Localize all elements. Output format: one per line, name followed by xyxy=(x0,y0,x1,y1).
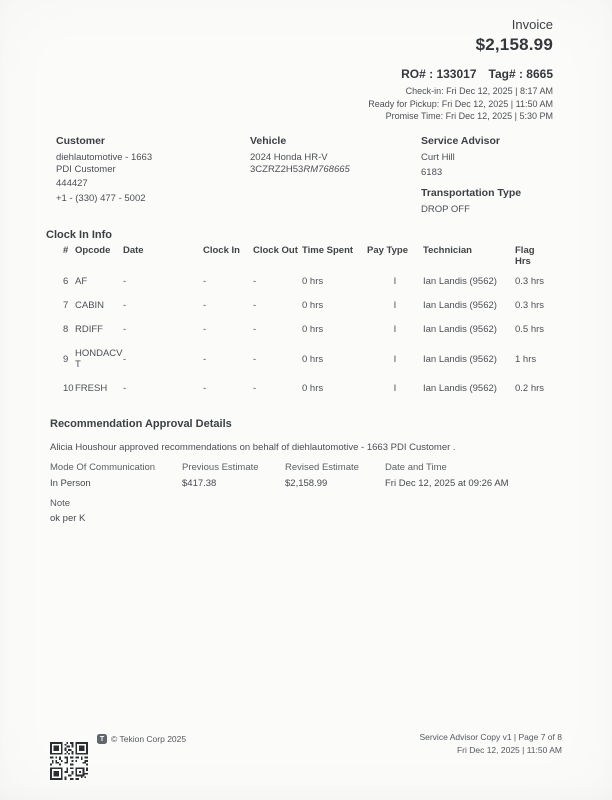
customer-section xyxy=(56,135,152,204)
cell-flag-hrs: 0.3 hrs xyxy=(515,300,545,311)
cell-technician: Ian Landis (9562) xyxy=(423,276,497,287)
customer-title: Customer xyxy=(56,135,106,147)
cell-time-spent: 0 hrs xyxy=(302,324,324,335)
approval-title: Recommendation Approval Details xyxy=(50,418,232,430)
cell-clock-out: - xyxy=(253,383,257,394)
clock-in-info-title: Clock In Info xyxy=(46,229,112,241)
col-header-technician: Technician xyxy=(423,245,472,256)
cell-pay-type: I xyxy=(393,324,397,335)
approval-field-mode xyxy=(50,462,182,489)
cell-opcode: HONDACVT xyxy=(75,348,123,370)
cell-date: - xyxy=(123,300,127,311)
approval-section xyxy=(50,418,562,524)
cell-clock-in: - xyxy=(203,276,207,287)
col-header-flag-hrs: Flag Hrs xyxy=(515,245,535,267)
approval-summary: Alicia Houshour approved recommendations on behalf of diehlautomotive - 1663 PDI Customer . xyxy=(50,442,456,453)
cell-num: 6 xyxy=(63,276,69,287)
ro-number: RO# : 133017 xyxy=(401,67,477,81)
approval-field-previous-estimate xyxy=(182,462,285,489)
col-header-date: Date xyxy=(123,245,144,256)
vehicle-vin xyxy=(250,164,350,176)
cell-pay-type: I xyxy=(393,276,397,287)
transportation-title: Transportation Type xyxy=(421,187,522,199)
cell-clock-in: - xyxy=(203,353,207,365)
col-header-pay-type: Pay Type xyxy=(367,245,409,256)
cell-clock-out: - xyxy=(253,353,257,365)
customer-name-line1: diehlautomotive - 1663 xyxy=(56,152,153,163)
field-value: Fri Dec 12, 2025 at 09:26 AM xyxy=(385,478,509,489)
vehicle-title: Vehicle xyxy=(250,135,287,147)
cell-time-spent: 0 hrs xyxy=(302,300,324,311)
cell-opcode: RDIFF xyxy=(75,324,103,335)
cell-clock-out: - xyxy=(253,276,257,287)
table-row xyxy=(63,276,552,300)
cell-flag-hrs: 0.3 hrs xyxy=(515,276,545,287)
cell-opcode: AF xyxy=(75,276,88,287)
approval-fields xyxy=(50,462,562,489)
col-header-clock-in: Clock In xyxy=(203,245,240,256)
promise-time: Promise Time: Fri Dec 12, 2025 | 5:30 PM xyxy=(385,111,553,121)
table-row xyxy=(63,300,552,324)
cell-technician: Ian Landis (9562) xyxy=(423,324,497,335)
table-header-row xyxy=(63,245,552,276)
col-header-clock-out: Clock Out xyxy=(253,245,298,256)
footer-right xyxy=(419,731,562,756)
cell-pay-type: I xyxy=(393,383,397,394)
ready-for-pickup-time: Ready for Pickup: Fri Dec 12, 2025 | 11:50 AM xyxy=(368,98,553,109)
customer-id: 444427 xyxy=(56,178,88,189)
cell-num: 10 xyxy=(63,383,74,394)
service-advisor-section xyxy=(421,135,521,216)
cell-flag-hrs: 0.2 hrs xyxy=(515,383,545,394)
cell-date: - xyxy=(123,353,127,365)
col-header-num: # xyxy=(63,245,69,256)
cell-num: 9 xyxy=(63,353,69,365)
cell-date: - xyxy=(123,276,127,287)
cell-date: - xyxy=(123,324,127,335)
tag-number: Tag# : 8665 xyxy=(488,67,553,81)
ro-tag-line xyxy=(368,67,553,81)
cell-opcode: FRESH xyxy=(75,383,108,394)
vehicle-section xyxy=(250,135,350,175)
table-row xyxy=(63,324,552,348)
customer-phone: +1 - (330) 477 - 5002 xyxy=(56,192,146,204)
service-advisor-id: 6183 xyxy=(421,166,443,178)
field-label: Date and Time xyxy=(385,462,447,473)
cell-technician: Ian Landis (9562) xyxy=(423,300,497,311)
table-row xyxy=(63,348,552,383)
tekion-logo-icon: T xyxy=(97,734,107,744)
service-advisor-name: Curt Hill xyxy=(421,152,455,163)
field-label: Mode Of Communication xyxy=(50,462,156,473)
cell-clock-out: - xyxy=(253,324,257,335)
transportation-section xyxy=(421,187,521,216)
cell-clock-in: - xyxy=(203,383,207,394)
cell-num: 7 xyxy=(63,300,69,311)
cell-num: 8 xyxy=(63,324,69,335)
header-dates xyxy=(368,85,553,123)
cell-opcode: CABIN xyxy=(75,300,105,311)
table-row xyxy=(63,383,552,407)
doc-type-label: Invoice xyxy=(511,17,553,32)
transportation-value: DROP OFF xyxy=(421,204,470,215)
note-label: Note xyxy=(50,498,71,509)
cell-pay-type: I xyxy=(393,300,397,311)
cell-technician: Ian Landis (9562) xyxy=(423,353,497,365)
cell-clock-out: - xyxy=(253,300,257,311)
cell-technician: Ian Landis (9562) xyxy=(423,383,497,394)
copyright-text: © Tekion Corp 2025 xyxy=(111,734,187,744)
cell-pay-type: I xyxy=(393,353,397,365)
check-in-time: Check-in: Fri Dec 12, 2025 | 8:17 AM xyxy=(405,86,553,96)
field-label: Revised Estimate xyxy=(285,462,359,473)
cell-time-spent: 0 hrs xyxy=(302,353,324,365)
field-value: $417.38 xyxy=(182,478,217,489)
approval-field-datetime xyxy=(385,462,562,489)
invoice-header xyxy=(368,17,553,123)
printed-at: Fri Dec 12, 2025 | 11:50 AM xyxy=(456,744,562,755)
field-label: Previous Estimate xyxy=(182,462,259,473)
copyright-row xyxy=(97,734,186,744)
col-header-time-spent: Time Spent xyxy=(302,245,354,256)
approval-field-revised-estimate xyxy=(285,462,385,489)
note-text: ok per K xyxy=(50,513,86,524)
col-header-opcode: Opcode xyxy=(75,245,111,256)
cell-time-spent: 0 hrs xyxy=(302,276,324,287)
vin-prefix: 3CZRZ2H53 xyxy=(250,163,304,175)
cell-clock-in: - xyxy=(203,300,207,311)
field-value: $2,158.99 xyxy=(285,478,328,489)
service-advisor-title: Service Advisor xyxy=(421,135,500,147)
invoice-total: $2,158.99 xyxy=(475,35,553,54)
cell-date: - xyxy=(123,383,127,394)
note-block xyxy=(50,498,562,524)
copy-version: Service Advisor Copy v1 | Page 7 of 8 xyxy=(419,732,562,742)
vehicle-model: 2024 Honda HR-V xyxy=(250,152,328,163)
field-value: In Person xyxy=(50,478,91,489)
customer-name-line2: PDI Customer xyxy=(56,163,116,175)
clock-in-info-section xyxy=(46,229,552,407)
vin-suffix: RM768665 xyxy=(303,163,350,175)
cell-flag-hrs: 0.5 hrs xyxy=(515,324,545,335)
cell-time-spent: 0 hrs xyxy=(302,383,324,394)
cell-flag-hrs: 1 hrs xyxy=(515,353,537,365)
qr-code-icon xyxy=(50,742,88,780)
cell-clock-in: - xyxy=(203,324,207,335)
clock-in-table xyxy=(63,245,552,407)
